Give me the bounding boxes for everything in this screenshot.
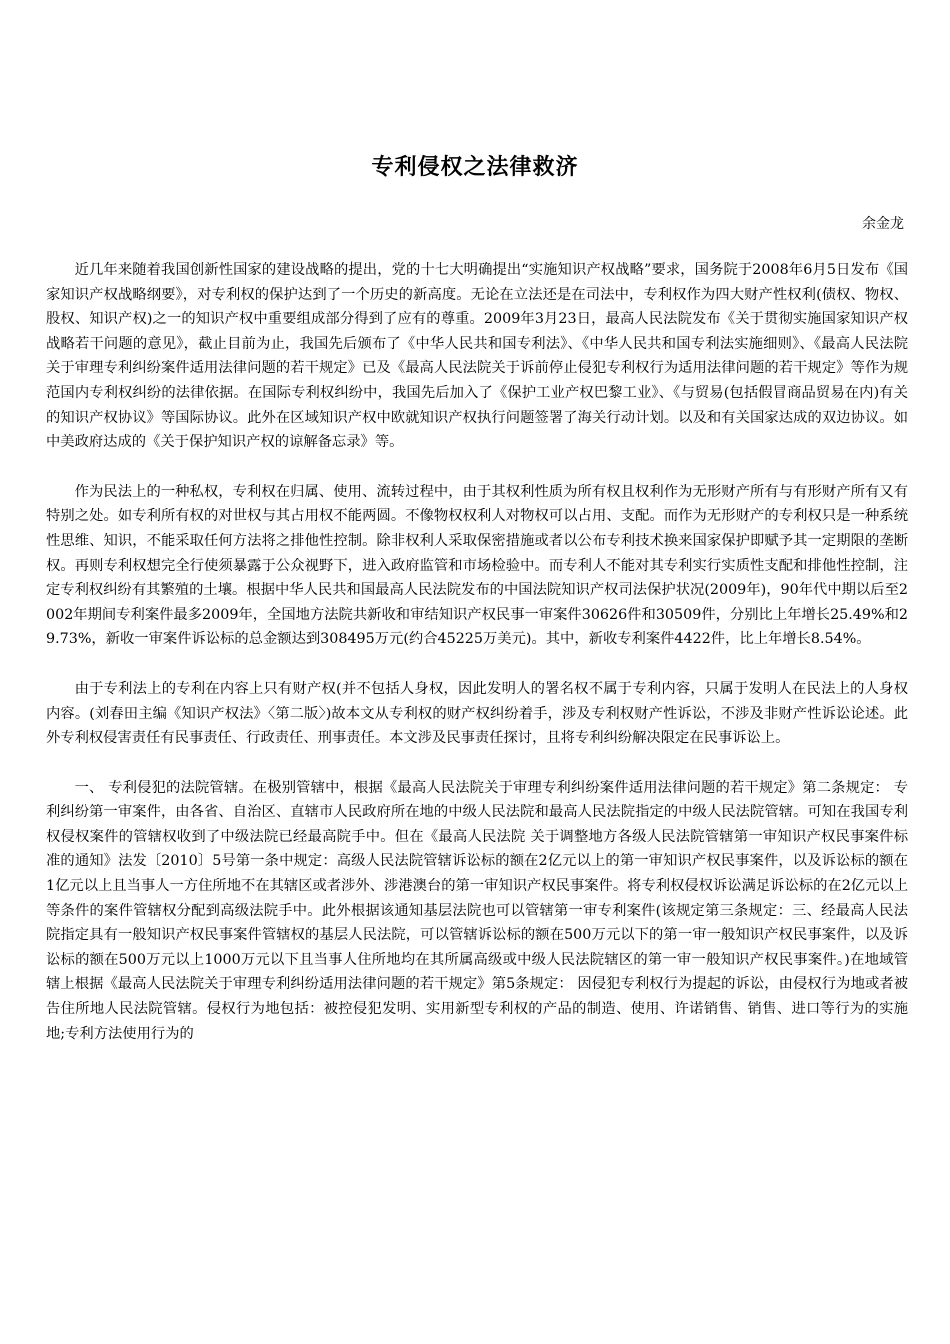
author-name: 余金龙 — [862, 216, 904, 232]
paragraph-jurisdiction: 一、 专利侵犯的法院管辖。在极别管辖中，根据《最高人民法院关于审理专利纠纷案件适用法律问题的若干规定》第二条规定： 专利纠纷第一审案件，由各省、自治区、直辖市人民政府所在地的中级人民法院和最高人民法院指定的中级人民法院管辖。可知在我国专利权侵权案件的管辖权收到了中级法院已经最高院手中。但在《最高人民法院 关于调整地方各级人民法院管辖第一审知识产权民事案件标准的通知》法发〔2010〕5号第一条中规定：高级人民法院管辖诉讼标的额在2亿元以上的第一审知识产权民事案件，以及诉讼标的额在1亿元以上且当事人一方住所地不在其辖区或者涉外、涉港澳台的第一审知识产权民事案件。将专利权侵权诉讼满足诉讼标的在2亿元以上等条件的案件管辖权分配到高级法院手中。此外根据该通知基层法院也可以管辖第一审专利案件(该规定第三条规定：三、经最高人民法院指定具有一般知识产权民事案件管辖权的基层人民法院，可以管辖诉讼标的额在500万元以下的第一审一般知识产权民事案件，以及诉讼标的额在500万元以上1000万元以下且当事人住所地均在其所属高级或中级人民法院辖区的第一审一般知识产权民事案件。)在地域管辖上根据《最高人民法院关于审理专利纠纷适用法律问题的若干规定》第5条规定： 因侵犯专利权行为提起的诉讼，由侵权行为地或者被告住所地人民法院管辖。侵权行为地包括：被控侵犯发明、实用新型专利权的产品的制造、使用、许诺销售、销售、进口等行为的实施地;专利方法使用行为的 — [46, 779, 908, 1042]
paragraph-scope: 由于专利法上的专利在内容上只有财产权(并不包括人身权，因此发明人的署名权不属于专利内容，只属于发明人在民法上的人身权内容。(刘春田主编《知识产权法》〈第二版〉)故本文从专利权的财产权纠纷着手，涉及专利权财产性诉讼，不涉及非财产性诉讼论述。此外专利权侵害责任有民事责任、行政责任、刑事责任。本文涉及民事责任探讨，且将专利纠纷解决限定在民事诉讼上。 — [46, 680, 908, 747]
paragraph-intro: 近几年来随着我国创新性国家的建设战略的提出，党的十七大明确提出“实施知识产权战略”要求，国务院于2008年6月5日发布《国家知识产权战略纲要》，对专利权的保护达到了一个历史的新高度。无论在立法还是在司法中，专利权作为四大财产性权利(债权、物权、股权、知识产权)之一的知识产权中重要组成部分得到了应有的尊重。2009年3月23日，最高人民法院发布《关于贯彻实施国家知识产权战略若干问题的意见》，截止目前为止，我国先后颁布了《中华人民共和国专利法》、《中华人民共和国专利法实施细则》、《最高人民法院关于审理专利纠纷案件适用法律问题的若干规定》已及《最高人民法院关于诉前停止侵犯专利权行为适用法律问题的若干规定》等作为规范国内专利权纠纷的法律依据。在国际专利权纠纷中，我国先后加入了《保护工业产权巴黎工业》、《与贸易(包括假冒商品贸易在内)有关的知识产权协议》等国际协议。此外在区域知识产权中欧就知识产权执行问题签署了海关行动计划。以及和有关国家达成的双边协议。如中美政府达成的《关于保护知识产权的谅解备忘录》等。 — [46, 262, 908, 451]
paragraph-private-right: 作为民法上的一种私权，专利权在归属、使用、流转过程中，由于其权利性质为所有权且权利作为无形财产所有与有形财产所有又有特别之处。如专利所有权的对世权与其占用权不能两圆。不像物权权利人对物权可以占用、支配。而作为无形财产的专利权只是一种系统性思维、知识，不能采取任何方法将之排他性控制。除非权利人采取保密措施或者以公布专利技术换来国家保护即赋予其一定期限的垄断权。再则专利权想完全行使须暴露于公众视野下，进入政府监管和市场检验中。而专利人不能对其专利实行实质性支配和排他性控制，注定专利权纠纷有其繁殖的土壤。根据中华人民共和国最高人民法院发布的中国法院知识产权司法保护状况(2009年)，90年代中期以后至2002年期间专利案件最多2009年，全国地方法院共新收和审结知识产权民事一审案件30626件和30509件，分别比上年增长25.49%和29.73%，新收一审案件诉讼标的总金额达到308495万元(约合45225万美元)。其中，新收专利案件4422件，比上年增长8.54%。 — [46, 483, 908, 648]
document-body — [46, 258, 908, 1071]
document-title: 专利侵权之法律救济 — [371, 154, 579, 180]
